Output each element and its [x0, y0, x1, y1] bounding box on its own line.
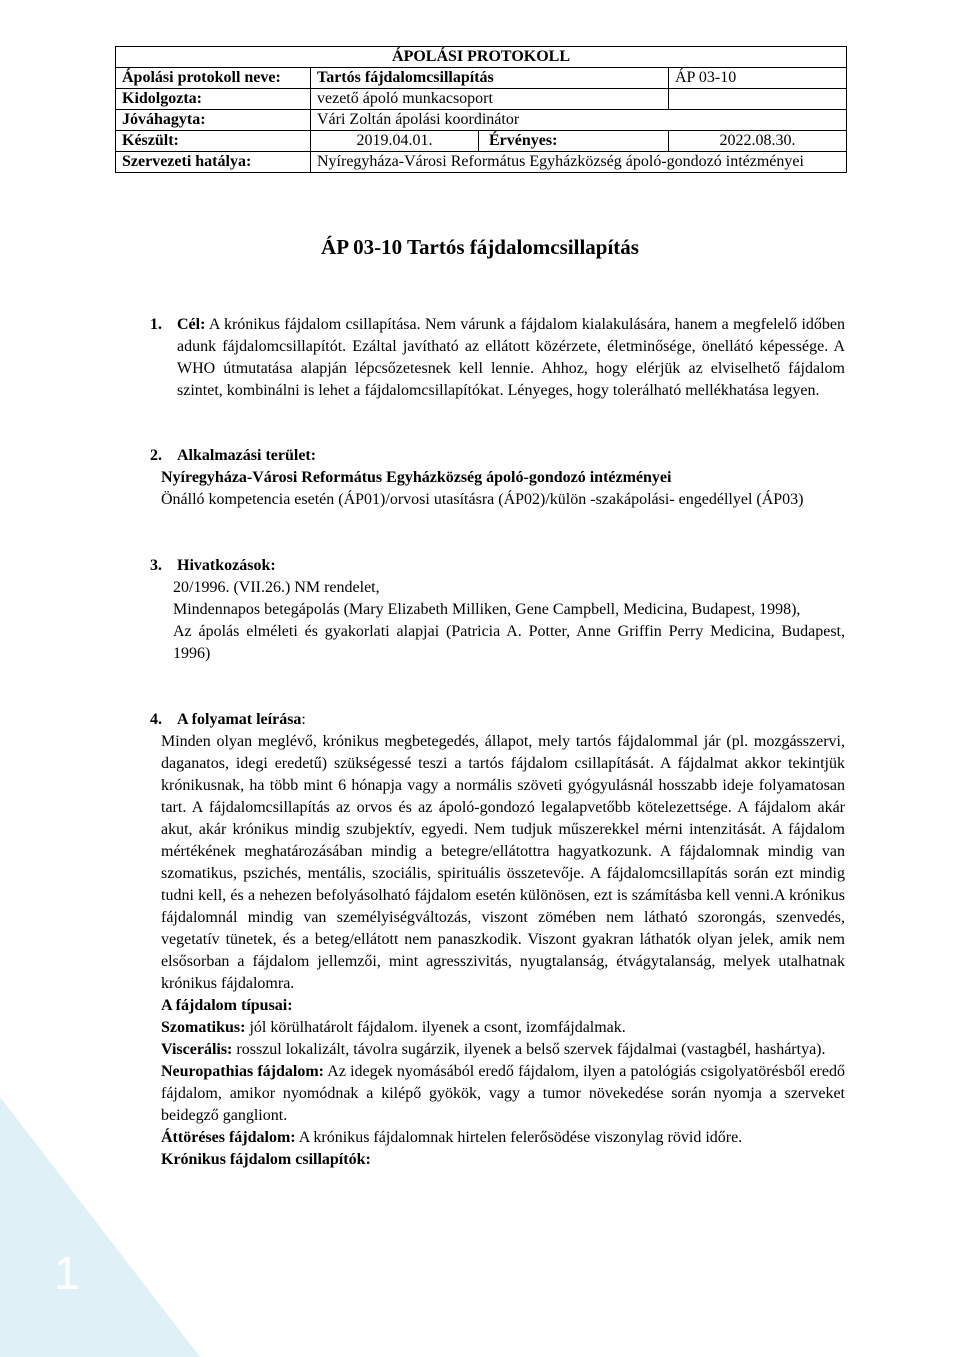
- protocol-name-label: Ápolási protokoll neve:: [116, 68, 311, 89]
- section-references-heading: Hivatkozások:: [177, 557, 276, 574]
- pain-type-text: jól körülhatárolt fájdalom. ilyenek a csont, izomfájdalmak.: [249, 1019, 626, 1036]
- reference-item: Mindennapos betegápolás (Mary Elizabeth Milliken, Gene Campbell, Medicina, Budapest, 1998),: [173, 601, 801, 618]
- section-goal: [0, 314, 960, 402]
- table-row: [116, 152, 847, 173]
- pain-type-text: A krónikus fájdalomnak hirtelen felerősödése viszonylag rövid időre.: [298, 1129, 743, 1146]
- protocol-header-table: [115, 46, 847, 173]
- section-goal-text: [177, 314, 845, 402]
- pain-type-breakthrough: [161, 1127, 845, 1149]
- section-goal-label: Cél:: [177, 316, 206, 333]
- approved-value: Vári Zoltán ápolási koordinátor: [311, 110, 847, 131]
- section-scope-heading: Alkalmazási terület:: [177, 447, 317, 464]
- pain-type-label: Viscerális:: [161, 1041, 233, 1058]
- table-row: [116, 110, 847, 131]
- page-number: 1: [54, 1247, 80, 1299]
- section-number: 2.: [150, 447, 162, 464]
- section-references: [0, 555, 960, 665]
- scope-label: Szervezeti hatálya:: [116, 152, 311, 173]
- section-process-text: Minden olyan meglévő, krónikus megbetegedés, állapot, mely tartós fájdalommal jár (pl. mozgásszervi, daganatos, idegi eredetű) szükségessé teszi a tartós fájdalom csillapítását. A fájdalmat akkor tekintjük krónikusnak, ha több mint 6 hónapja vagy a normális szöveti gyógyulásnál hosszabb ideje folyamatosan tart. A fájdalomcsillapítás az orvos és az ápoló-gondozó legalapvetőbb kötelezettsége. A fájdalom akár akut, akár krónikus mindig szubjektív, egyedi. Nem tudjuk műszerekkel mérni intenzitását. A fájdalom mértékének meghatározásában mindig a betegre/ellátottra hagyatkozunk. A fájdalomnak mindig van szomatikus, pszichés, mentális, szociális, spirituális összetevője. A fájdalomcsillapítás során ezt mindig tudni kell, és a nehezen befolyásolható fájdalom esetén különösen, ezt is számításba kell venni.A krónikus fájdalomnál mindig van személyiségváltozás, viszont zömében nem látható szorongás, szenvedés, vegetatív tünetek, és a beteg/ellátott nem panaszkodik. Viszont gyakran láthatók olyan jelek, amik nem elsősorban a fájdalom jellemzői, mint agresszivitás, nyugtalanság, étvágytalanság, melyek utalhatnak krónikus fájdalomra.: [161, 733, 845, 992]
- section-process-colon: :: [301, 711, 306, 728]
- section-process-heading: A folyamat leírása: [177, 711, 302, 728]
- pain-type-neuropathic: [161, 1061, 845, 1127]
- valid-label: Érvényes:: [479, 131, 669, 152]
- table-row: [116, 47, 847, 68]
- reference-item: Az ápolás elméleti és gyakorlati alapjai (Patricia A. Potter, Anne Griffin Perry Medicina, Budapest, 1996): [173, 623, 845, 662]
- protocol-table-title: ÁPOLÁSI PROTOKOLL: [116, 47, 847, 68]
- created-label: Készült:: [116, 131, 311, 152]
- pain-type-text: Az idegek nyomásából eredő fájdalom, ilyen a patológiás csigolyatörésből eredő fájdalom, amikor nyomódnak a kilépő gyökök, vagy a tumor növekedése során nyomja a szerveket beidegző gangliont.: [161, 1063, 845, 1124]
- section-goal-body: A krónikus fájdalom csillapítása. Nem várunk a fájdalom kialakulására, hanem a megfelelő időben adunk fájdalomcsillapítót. Ezáltal javítható az ellátott közérzete, életminősége, önellátó képessége. A WHO útmutatása alapján lépcsőzetesnek kell lennie. Ahhoz, hogy elérjük az elviselhető fájdalom szintet, kombinálni is lehet a fájdalomcsillapítókat. Lényeges, hogy tolerálható mellékhatása legyen.: [177, 316, 845, 399]
- section-number: 3.: [150, 557, 162, 574]
- table-row: [116, 89, 847, 110]
- section-scope: [0, 445, 960, 511]
- section-process: [0, 709, 960, 1171]
- valid-value: 2022.08.30.: [669, 131, 847, 152]
- scope-value: Nyíregyháza-Városi Református Egyházközség ápoló-gondozó intézményei: [311, 152, 847, 173]
- protocol-code: ÁP 03-10: [669, 68, 847, 89]
- pain-type-visceral: [161, 1039, 845, 1061]
- author-label: Kidolgozta:: [116, 89, 311, 110]
- chronic-relievers-heading: Krónikus fájdalom csillapítók:: [161, 1151, 371, 1168]
- pain-type-label: Áttöréses fájdalom:: [161, 1129, 296, 1146]
- section-number: 4.: [150, 711, 162, 728]
- table-row: [116, 68, 847, 89]
- author-value: vezető ápoló munkacsoport: [311, 89, 669, 110]
- created-value: 2019.04.01.: [311, 131, 479, 152]
- section-scope-text: Önálló kompetencia esetén (ÁP01)/orvosi utasításra (ÁP02)/külön -szakápolási- engedéllyel (ÁP03): [161, 491, 804, 508]
- document-title: ÁP 03-10 Tartós fájdalomcsillapítás: [321, 235, 639, 259]
- approved-label: Jóváhagyta:: [116, 110, 311, 131]
- protocol-name-value: Tartós fájdalomcsillapítás: [311, 68, 669, 89]
- section-scope-institution: Nyíregyháza-Városi Református Egyházközség ápoló-gondozó intézményei: [161, 469, 672, 486]
- pain-type-label: Szomatikus:: [161, 1019, 246, 1036]
- table-row: [116, 131, 847, 152]
- pain-types-heading: A fájdalom típusai:: [161, 997, 293, 1014]
- reference-item: 20/1996. (VII.26.) NM rendelet,: [173, 579, 380, 596]
- pain-type-text: rosszul lokalizált, távolra sugárzik, ilyenek a belső szervek fájdalmai (vastagbél, hashártya).: [236, 1041, 826, 1058]
- section-number: 1.: [150, 316, 162, 333]
- empty-cell: [669, 89, 847, 110]
- pain-type-label: Neuropathias fájdalom:: [161, 1063, 324, 1080]
- pain-type-somatic: [161, 1017, 845, 1039]
